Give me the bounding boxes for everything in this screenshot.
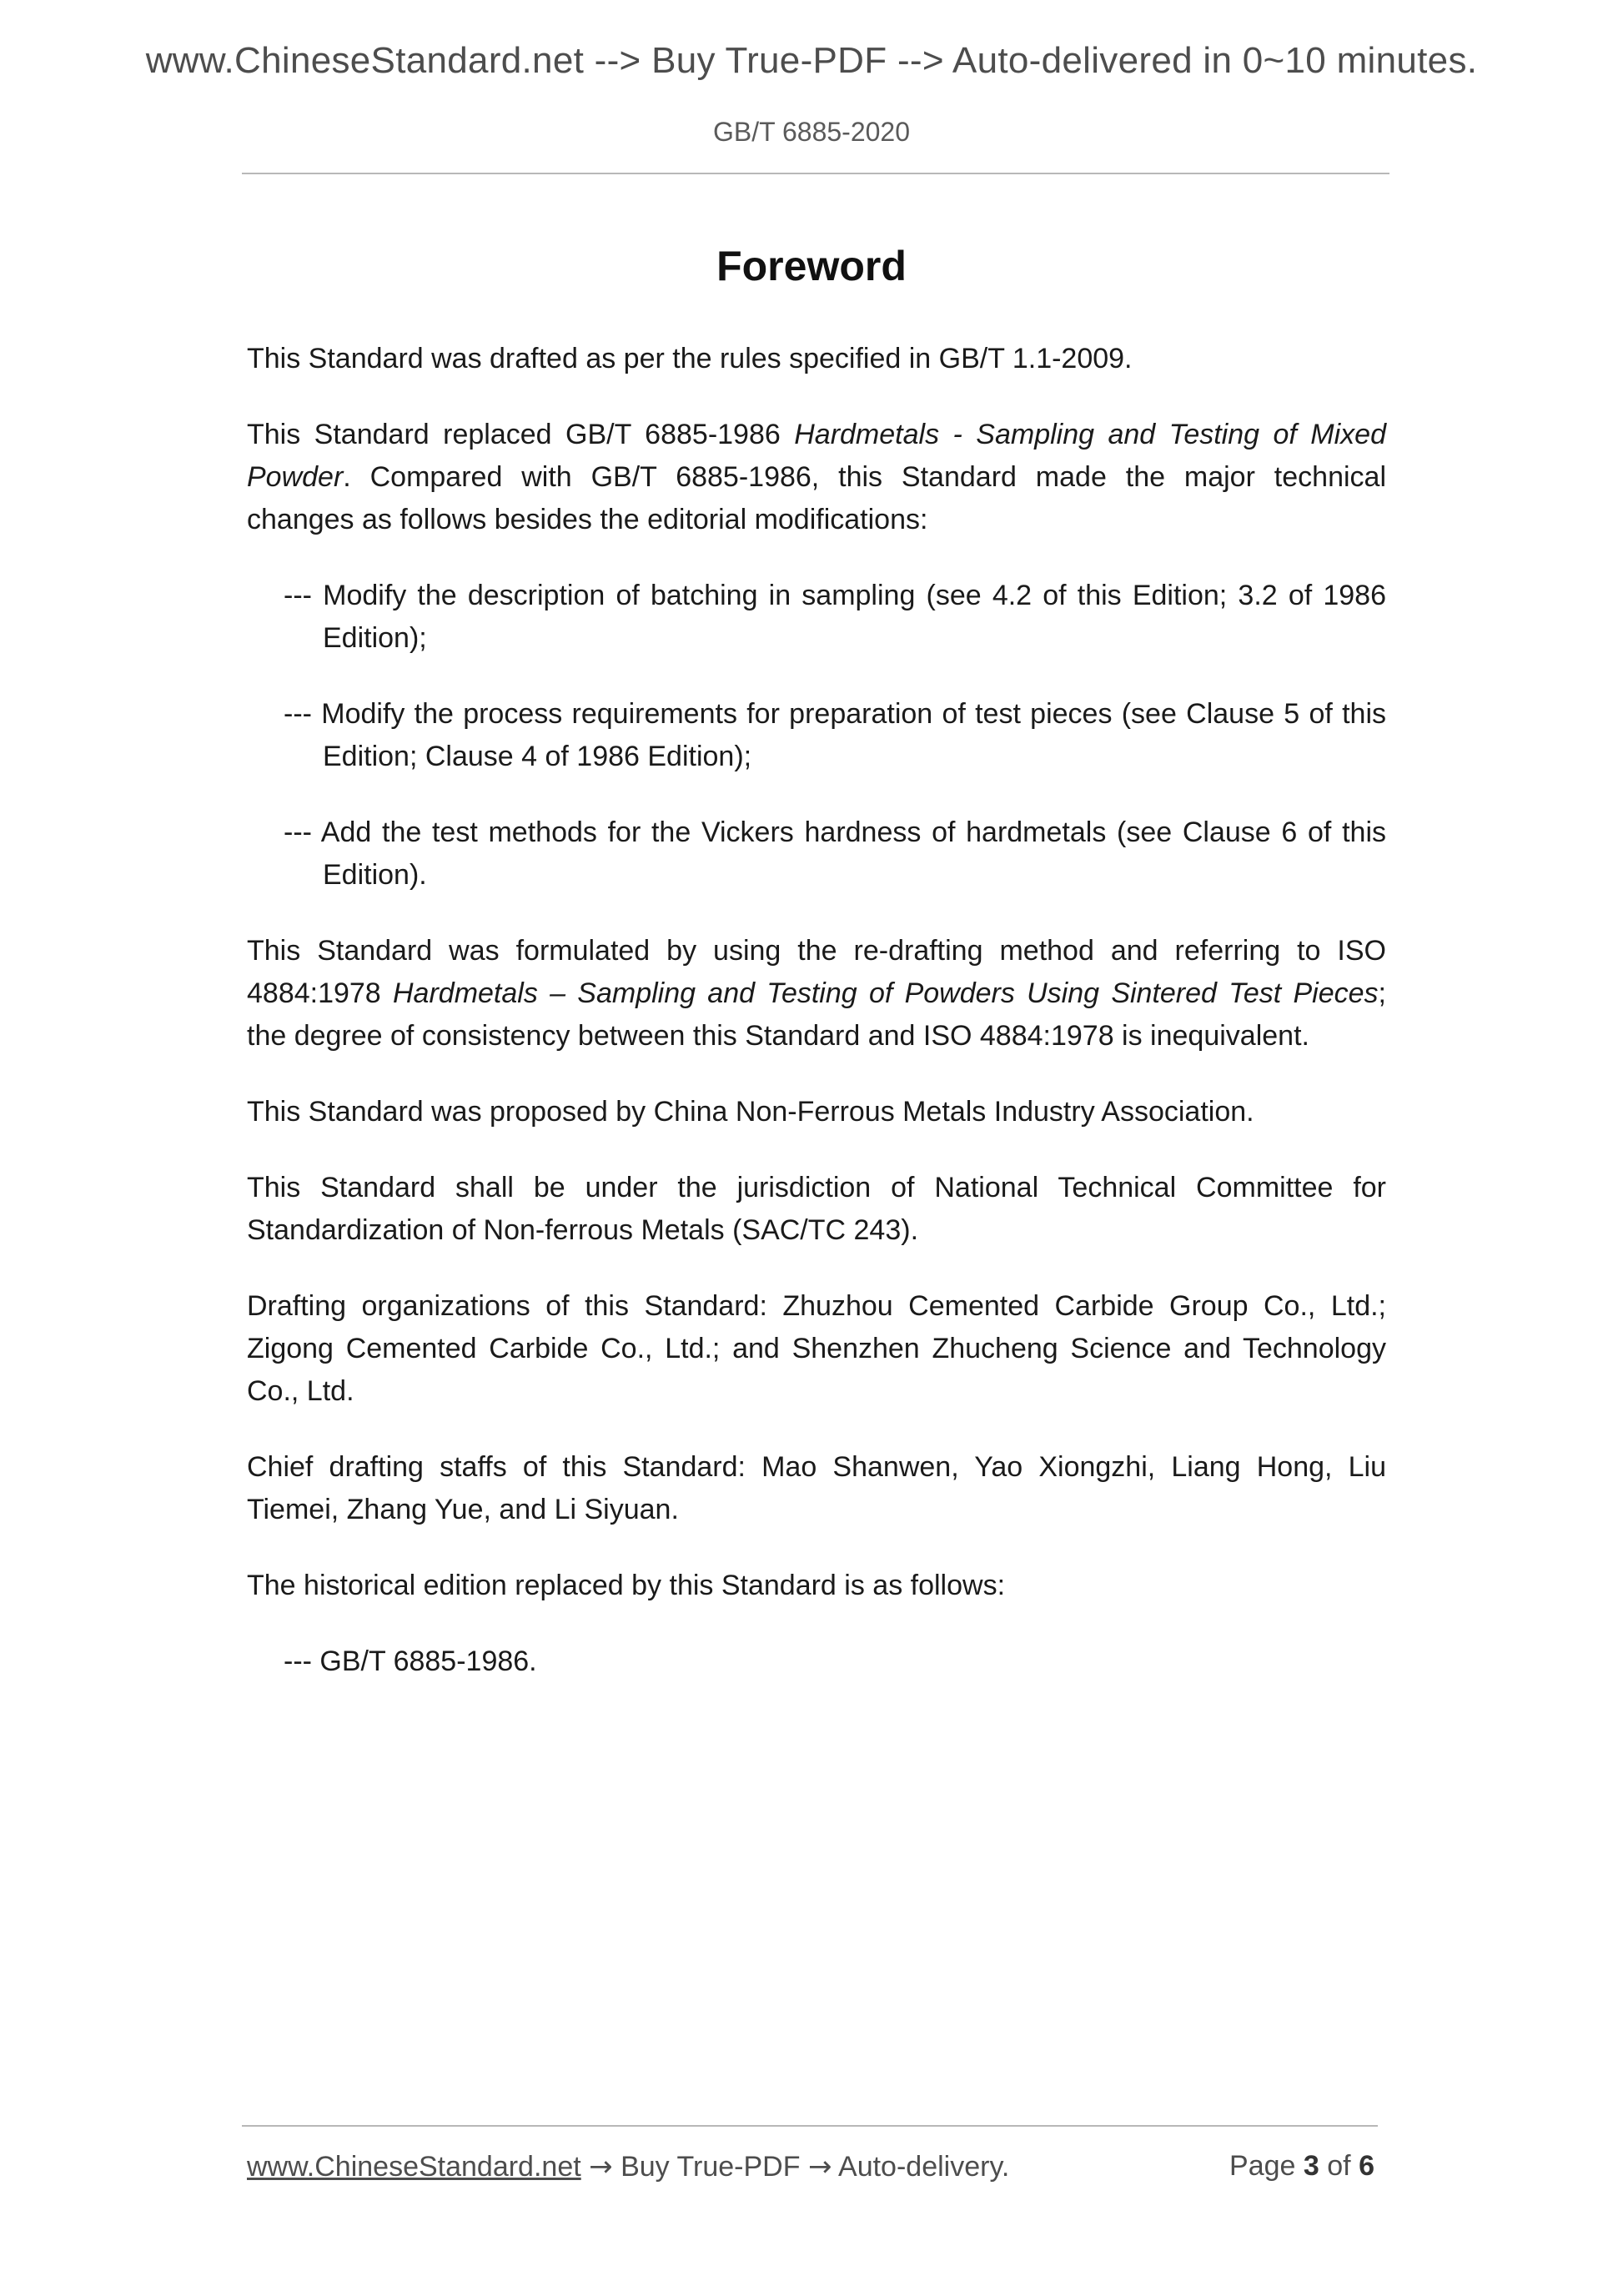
change-item: --- Modify the description of batching in sampling (see 4.2 of this Edition; 3.2 of 1986 Edition); — [284, 580, 1386, 654]
arrow-right-icon: → — [807, 2150, 832, 2183]
page-current: 3 — [1303, 2150, 1319, 2182]
foreword-body — [247, 338, 1386, 1716]
paragraph-drafting-rules: This Standard was drafted as per the rules specified in GB/T 1.1-2009. — [247, 343, 1133, 374]
iso-text-end: ; the degree of consistency between this Standard and ISO 4884:1978 is inequivalent. — [247, 977, 1386, 1052]
page-total: 6 — [1359, 2150, 1374, 2182]
paragraph-jurisdiction: This Standard shall be under the jurisdiction of National Technical Committee for Standardization of Non-ferrous Metals (SAC/TC 243). — [247, 1172, 1386, 1246]
page-label: Page — [1229, 2150, 1296, 2182]
top-banner: www.ChineseStandard.net --> Buy True-PDF --> Auto-delivered in 0~10 minutes. — [145, 40, 1478, 81]
change-item: --- Add the test methods for the Vickers hardness of hardmetals (see Clause 6 of this Edition). — [284, 816, 1386, 891]
replacement-text-start: This Standard replaced GB/T 6885-1986 — [247, 419, 795, 450]
standard-code: GB/T 6885-2020 — [712, 117, 910, 147]
iso-text-start: This Standard was formulated by using the re-drafting method and referring to ISO 4884:1978 — [247, 935, 1386, 1009]
footer-promo — [247, 2150, 1009, 2183]
footer-divider — [242, 2125, 1378, 2127]
footer-site-link[interactable]: www.ChineseStandard.net — [247, 2151, 581, 2183]
page-number — [1229, 2150, 1374, 2183]
paragraph-proposed-by: This Standard was proposed by China Non-Ferrous Metals Industry Association. — [247, 1096, 1254, 1128]
footer-delivery-text: Auto-delivery. — [838, 2151, 1010, 2183]
change-item: --- Modify the process requirements for preparation of test pieces (see Clause 5 of this Edition; Clause 4 of 1986 Edition); — [284, 698, 1386, 772]
paragraph-drafting-organizations: Drafting organizations of this Standard: Zhuzhou Cemented Carbide Group Co., Ltd.; Zigong Cemented Carbide Co., Ltd.; and Shenzhen Zhucheng Science and Technology Co., Ltd. — [247, 1290, 1386, 1407]
paragraph-drafting-staff: Chief drafting staffs of this Standard: Mao Shanwen, Yao Xiongzhi, Liang Hong, Liu Tiemei, Zhang Yue, and Li Siyuan. — [247, 1451, 1386, 1525]
replaced-standard-title: Hardmetals - Sampling and Testing of Mixed Powder — [247, 419, 1386, 493]
replacement-text-end: . Compared with GB/T 6885-1986, this Standard made the major technical changes as follows besides the editorial modifications: — [247, 461, 1386, 535]
page-title: Foreword — [716, 243, 907, 289]
arrow-right-icon: → — [589, 2150, 613, 2183]
footer-buy-text: Buy True-PDF — [621, 2151, 801, 2183]
page-of: of — [1327, 2150, 1351, 2182]
paragraph-iso-reference — [247, 930, 1386, 1058]
paragraph-replacement — [247, 414, 1386, 541]
header-divider — [242, 173, 1389, 174]
paragraph-historical-edition: The historical edition replaced by this Standard is as follows: — [247, 1570, 1006, 1601]
iso-standard-title: Hardmetals – Sampling and Testing of Powders Using Sintered Test Pieces — [393, 977, 1379, 1009]
historical-edition-item: --- GB/T 6885-1986. — [284, 1645, 537, 1677]
